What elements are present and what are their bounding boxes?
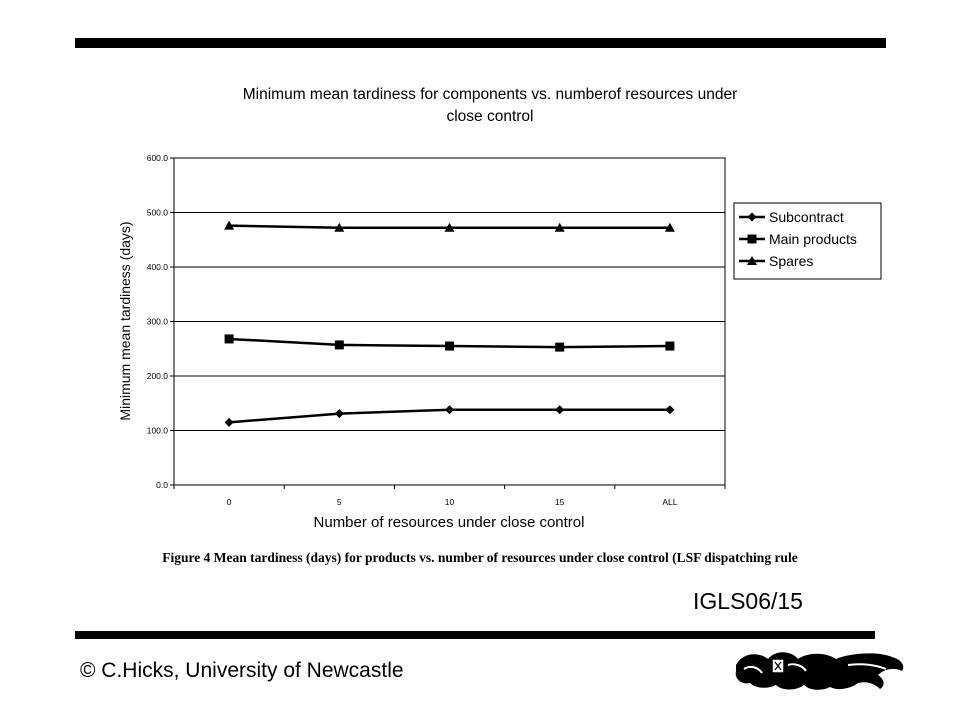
x-tick-label: ALL [662, 497, 678, 507]
chart-title-line-2: close control [446, 108, 534, 125]
chart-title-line-1: Minimum mean tardiness for components vs. numberof resources under [242, 86, 738, 103]
legend-marker [748, 235, 757, 244]
bottom-rule [75, 631, 875, 639]
data-point-main-products [225, 334, 234, 343]
lion-crest-logo [728, 645, 910, 695]
y-tick-label: 300.0 [146, 316, 168, 327]
data-point-main-products [335, 340, 344, 349]
slide-code: IGLS06/15 [693, 588, 803, 614]
legend-label: Main products [769, 231, 857, 247]
y-tick-label: 200.0 [146, 371, 168, 381]
x-axis-label: Number of resources under close control [313, 514, 585, 531]
data-point-main-products [445, 342, 454, 351]
legend-label: Subcontract [769, 209, 844, 225]
y-tick-label: 400.0 [146, 262, 168, 272]
legend [734, 203, 881, 279]
x-tick-label: 15 [554, 497, 565, 507]
y-tick-label: 100.0 [146, 425, 168, 436]
y-tick-label: 500.0 [146, 207, 168, 218]
data-point-main-products [665, 342, 674, 351]
x-tick-label: 0 [226, 497, 232, 507]
figure-caption: Figure 4 Mean tardiness (days) for products vs. number of resources under close control (LSF dispatching rule [162, 550, 798, 565]
y-tick-label: 0.0 [156, 480, 168, 490]
x-tick-label: 10 [444, 497, 455, 507]
y-tick-label: 600.0 [146, 153, 168, 163]
data-point-main-products [555, 343, 564, 352]
y-axis-label: Minimum mean tardiness (days) [117, 221, 133, 421]
legend-label: Spares [769, 253, 814, 269]
x-tick-label: 5 [336, 497, 342, 507]
copyright-text: © C.Hicks, University of Newcastle [80, 659, 404, 682]
